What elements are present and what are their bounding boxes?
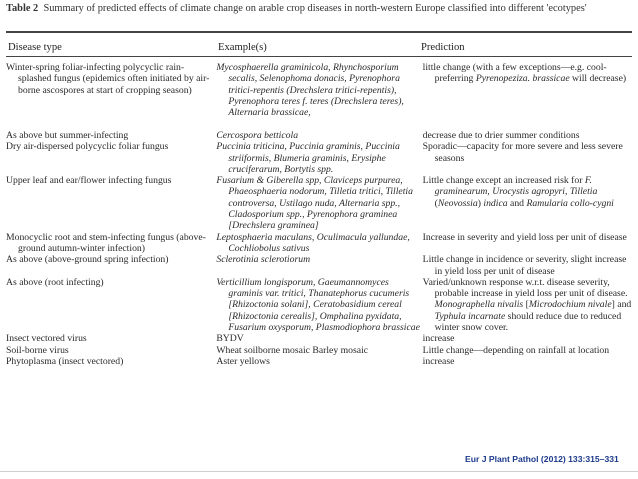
prediction-text: little change (with a few exceptions—e.g. cool-preferring Pyrenopeziza. brassicae will decrease) (422, 62, 627, 85)
table-row (6, 130, 632, 141)
disease-type-cell: Monocyclic root and stem-infecting fungus (above-ground autumn-winter infection) (6, 231, 206, 254)
prediction-cell: Increase in severity and yield loss per unit of disease (422, 231, 627, 243)
prediction-cell: Little change in incidence or severity, slight increase in yield loss per unit of disease (422, 254, 627, 277)
prediction-text: Little change except an increased risk for F. graminearum, Urocystis agropyri, Tilletia (Neovossia) indica and Ramularia collo-cygni (422, 175, 614, 209)
disease-type-cell: Insect vectored virus (6, 333, 87, 345)
table-row (6, 345, 632, 356)
table-row (6, 141, 632, 175)
prediction-cell: Sporadic—capacity for more severe and less severe seasons (422, 141, 623, 164)
prediction-cell: Little change—depending on rainfall at location (422, 344, 610, 356)
disease-type-cell: Phytoplasma (insect vectored) (6, 355, 124, 367)
examples-cell: Verticillium longisporum, Gaeumannomyces graminis var. tritici, Thanatephorus cucumeris [Rhizoctonia solani], Ceratobasidium cereal [Rhizoctonia cerealis], Omphalina pyxidata, Fusarium oxysporum, Plasmodiophora brassicae (216, 276, 420, 334)
table-row (6, 356, 632, 367)
examples-cell: Wheat soilborne mosaic Barley mosaic (216, 344, 369, 356)
examples-cell: Puccinia triticina, Puccinia graminis, Puccinia striiformis, Blumeria graminis, Erysiphe cruciferarum, Bortytis spp. (216, 141, 400, 175)
table-caption (6, 3, 634, 16)
table-row (6, 277, 632, 333)
disease-table (6, 62, 632, 367)
header-disease-type: Disease type (8, 42, 62, 53)
prediction-cell: increase (422, 333, 455, 345)
prediction-cell (423, 62, 632, 85)
disease-type-cell: Dry air-dispersed polycyclic foliar fungus (6, 141, 169, 153)
examples-cell: Cercospora betticola (216, 130, 299, 141)
table-row (6, 254, 632, 277)
citation-label: Eur J Plant Pathol (2012) 133:315–331 (465, 454, 619, 464)
examples-cell: Fusarium & Giberella spp, Claviceps purpurea, Phaeosphaeria nodorum, Tilletia tritici, Tilletia controversa, Ustilago nuda, Alternaria spp., Cladosporium spp., Pyrenophora graminea [Drechslera graminea] (216, 175, 413, 232)
examples-cell: Aster yellows (216, 355, 270, 367)
examples-cell: Leptosphaeria maculans, Oculimacula yallundae, Cochliobolus sativus (216, 231, 410, 254)
prediction-cell (423, 277, 632, 333)
examples-cell: Sclerotinia sclerotiorum (216, 254, 311, 266)
table-row (6, 232, 632, 255)
table-row (6, 62, 632, 130)
disease-type-cell: As above but summer-infecting (6, 130, 129, 141)
prediction-cell: increase (422, 355, 455, 367)
table-label: Table 2 (6, 3, 39, 14)
header-prediction: Prediction (421, 42, 465, 53)
prediction-cell: decrease due to drier summer conditions (422, 130, 580, 141)
table-row (6, 333, 632, 344)
prediction-cell (423, 175, 632, 209)
disease-type-cell: As above (above-ground spring infection) (6, 254, 169, 266)
header-examples: Example(s) (218, 42, 267, 53)
prediction-text: Varied/unknown response w.r.t. disease severity, probable increase in yield loss per unit of disease. Monographella nivalis [Microdochium nivale] and Typhula incarnate should reduce due to reduced winter snow cover. (422, 276, 632, 334)
header-rule (6, 56, 632, 57)
table-caption-text: Summary of predicted effects of climate change on arable crop diseases in north-western Europe classified into different 'ecotypes' (43, 3, 587, 14)
disease-type-cell: Soil-borne virus (6, 344, 69, 356)
top-rule (6, 31, 632, 33)
examples-cell: BYDV (216, 333, 244, 345)
disease-type-cell: Winter-spring foliar-infecting polycyclic rain-splashed fungus (epidemics often initiated by air-borne ascospores at start of cropping season) (6, 62, 210, 96)
disease-type-cell: As above (root infecting) (6, 276, 104, 288)
bottom-divider (0, 471, 638, 472)
table-row (6, 175, 632, 231)
disease-type-cell: Upper leaf and ear/flower infecting fungus (6, 175, 172, 187)
examples-cell: Mycosphaerella graminicola, Rhynchosporium secalis, Selenophoma donacis, Pyrenophora tritici-repentis (Drechslera tritici-repentis), Pyrenophora teres f. teres (Drechslera teres), Alternaria brassicae, (216, 62, 404, 119)
